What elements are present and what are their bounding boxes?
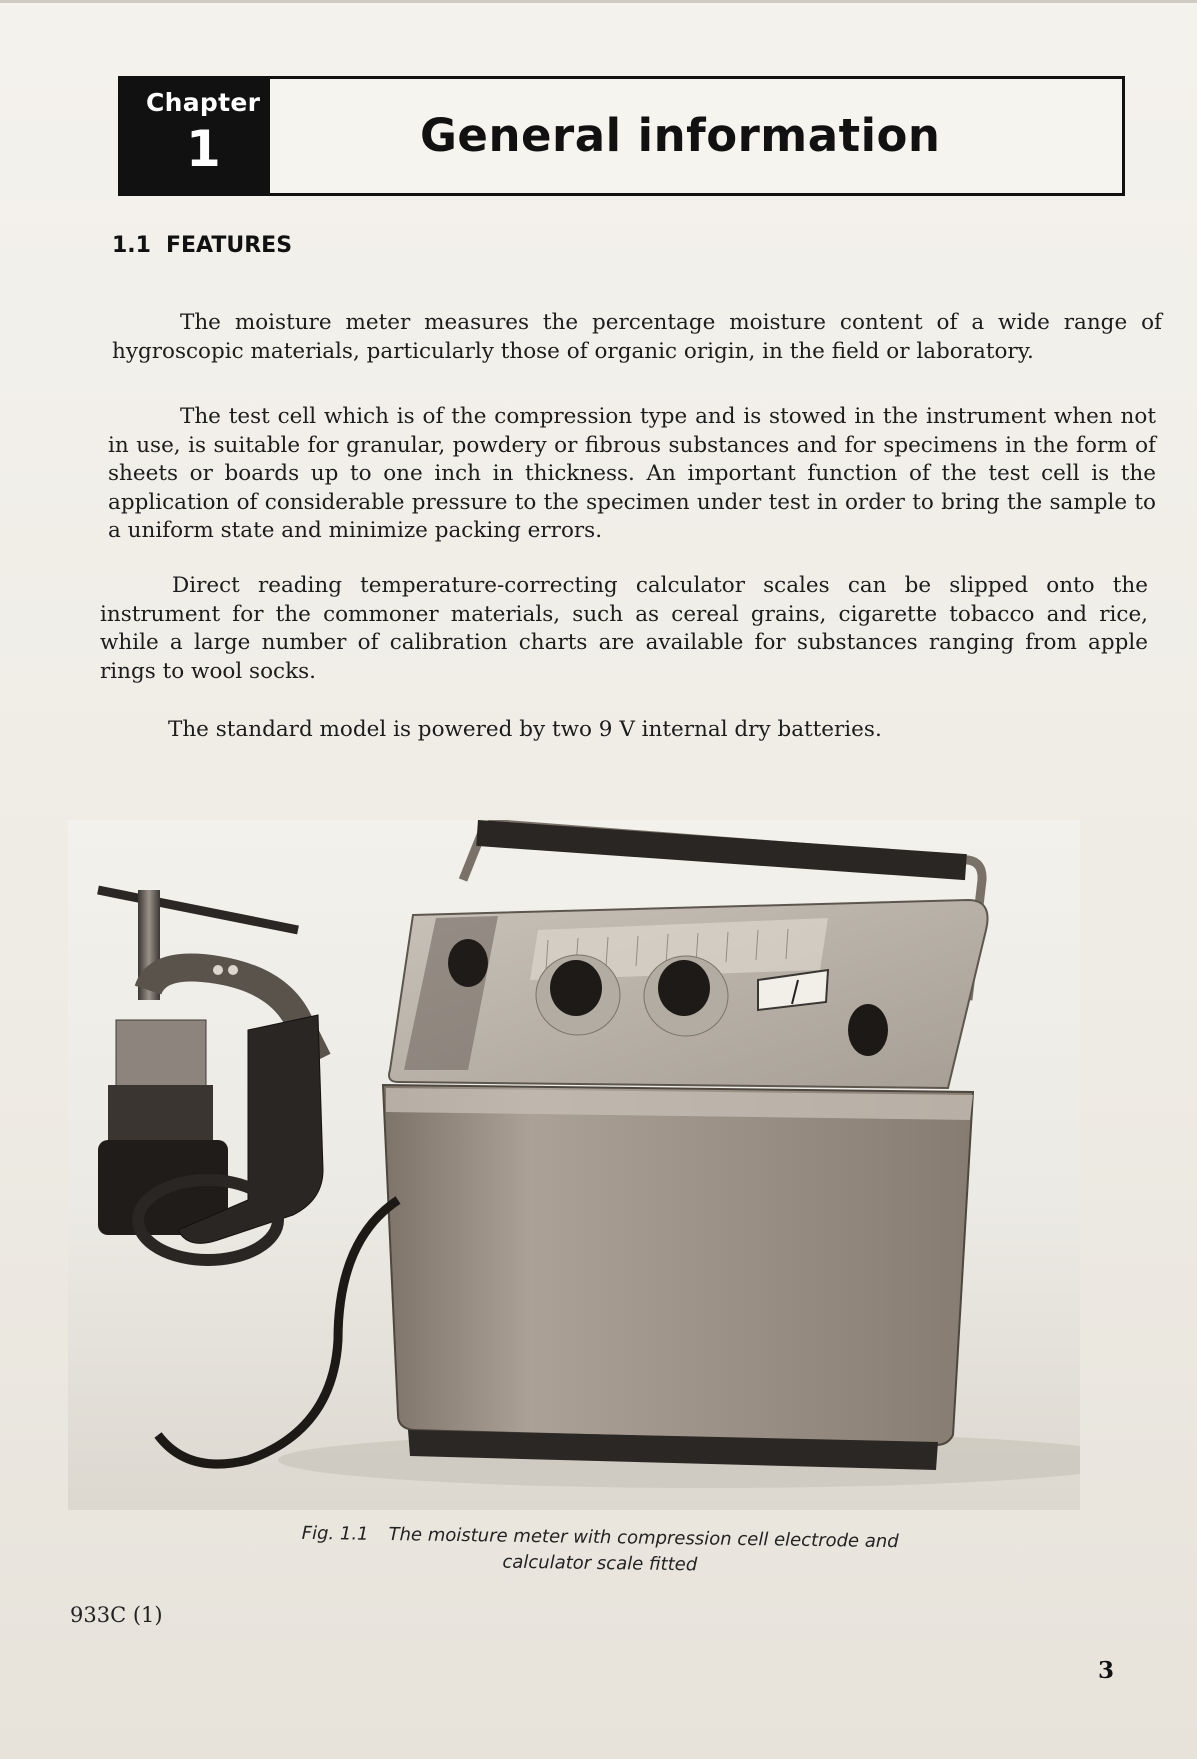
page-number: 3 — [1098, 1657, 1115, 1684]
figure-label: Fig. 1.1 — [301, 1522, 369, 1545]
section-number: 1.1 — [112, 233, 151, 258]
chapter-title-box — [270, 76, 1125, 196]
paragraph-1: The moisture meter measures the percentage moisture content of a wide range of hygroscopic materials, particularly those of organic origin, in the field or laboratory. — [112, 310, 1162, 364]
section-heading — [112, 233, 292, 258]
chapter-label: Chapter — [146, 88, 261, 117]
moisture-meter-illustration — [68, 820, 1080, 1510]
chapter-header — [118, 76, 1128, 196]
figure-photo — [68, 820, 1080, 1510]
chapter-title: General information — [420, 109, 941, 162]
footer-code: 933C (1) — [70, 1603, 163, 1627]
caption-line-1: The moisture meter with compression cell electrode and — [388, 1524, 899, 1553]
figure-caption — [280, 1521, 921, 1582]
chapter-number: 1 — [186, 120, 221, 178]
caption-line-2: calculator scale fitted — [502, 1551, 698, 1576]
top-edge-line — [0, 0, 1197, 3]
section-title: FEATURES — [166, 233, 293, 258]
paragraph-4: The standard model is powered by two 9 V internal dry batteries. — [168, 717, 882, 742]
paragraph-2: The test cell which is of the compression type and is stowed in the instrument when not in use, is suitable for granular, powdery or fibrous substances and for specimens in the form of sheets or boards up to one inch in thickness. An important function of the test cell is the application of considerable pressure to the specimen under test in order to bring the sample to a uniform state and minimize packing errors. — [108, 404, 1156, 543]
paragraph-3: Direct reading temperature-correcting calculator scales can be slipped onto the instrument for the commoner materials, such as cereal grains, cigarette tobacco and rice, while a large number of calibration charts are available for substances ranging from apple rings to wool socks. — [100, 573, 1148, 684]
chapter-badge — [118, 76, 270, 196]
